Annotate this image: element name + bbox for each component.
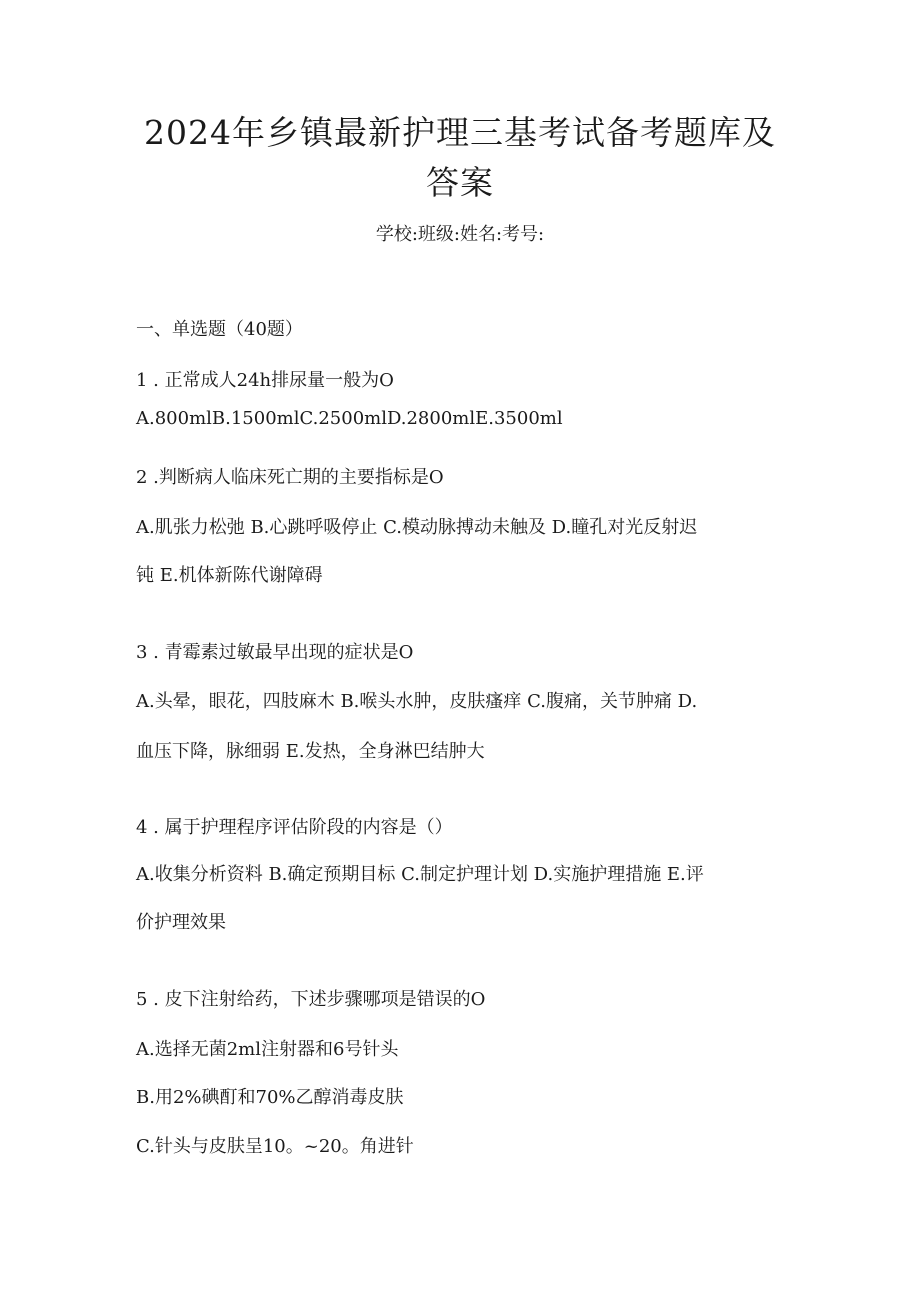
document-title (100, 108, 820, 208)
question-options: A.收集分析资料 B.确定预期目标 C.制定护理计划 D.实施护理措施 E.评 (136, 864, 704, 885)
student-info-line: 学校:班级:姓名:考号: (375, 224, 545, 245)
question-options: 价护理效果 (136, 912, 226, 933)
question-options: A.肌张力松弛 B.心跳呼吸停止 C.模动脉搏动未触及 D.瞳孔对光反射迟 (136, 517, 698, 538)
question-stem: 5 . 皮下注射给药，下述步骤哪项是错误的O (136, 989, 486, 1010)
section-heading: 一、单选题（40题） (136, 319, 303, 340)
question-options: A.800mlB.1500mlC.2500mlD.2800mlE.3500ml (136, 408, 563, 429)
question-option-a: A.选择无菌2ml注射器和6号针头 (136, 1039, 399, 1060)
question-stem: 1 . 正常成人24h排尿量一般为O (136, 370, 394, 391)
question-options: A.头晕，眼花，四肢麻木 B.喉头水肿，皮肤瘙痒 C.腹痛，关节肿痛 D. (136, 691, 698, 712)
question-options: 钝 E.机体新陈代谢障碍 (136, 565, 323, 586)
question-options: 血压下降，脉细弱 E.发热，全身淋巴结肿大 (136, 741, 485, 762)
title-line-1: 2024年乡镇最新护理三基考试备考题库及 (144, 113, 776, 152)
question-stem: 3 . 青霉素过敏最早出现的症状是O (136, 642, 414, 663)
question-stem: 2 .判断病人临床死亡期的主要指标是O (136, 467, 444, 488)
question-option-c: C.针头与皮肤呈10。~20。角进针 (136, 1136, 414, 1157)
question-option-b: B.用2%碘酊和70%乙醇消毒皮肤 (136, 1087, 404, 1108)
title-line-2: 答案 (426, 163, 494, 202)
question-stem: 4 . 属于护理程序评估阶段的内容是（） (136, 817, 453, 838)
